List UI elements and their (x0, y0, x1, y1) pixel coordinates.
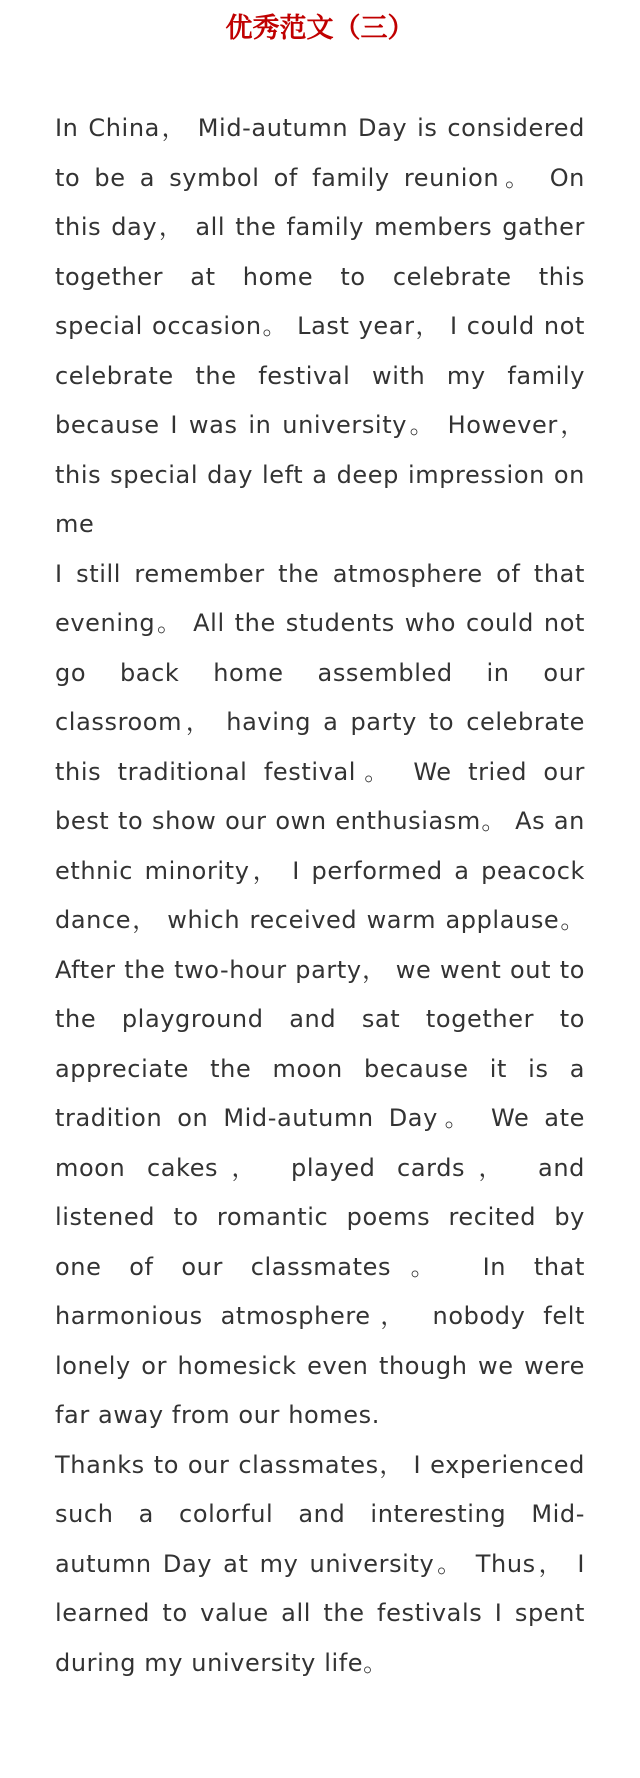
essay-paragraph-3: Thanks to our classmates， I experienced such a colorful and interesting Mid-autumn Day at my university。 Thus， I learned to value all the festivals I spent during my university life。 (55, 1450, 585, 1677)
essay-paragraph-1: In China， Mid-autumn Day is considered to be a symbol of family reunion。 On this day， all the family members gather together at home to celebrate this special occasion。 Last year， I could not celebrate the festival with my family because I was in university。 However， this special day left a deep impression on me (55, 114, 585, 538)
essay-body (55, 104, 585, 1688)
essay-paragraph-2: I still remember the atmosphere of that evening。 All the students who could not go back home assembled in our classroom， having a party to celebrate this traditional festival。 We tried our best to show our own enthusiasm。 As an ethnic minority， I performed a peacock dance， which received warm applause。 After the two-hour party， we went out to the playground and sat together to appreciate the moon because it is a tradition on Mid-autumn Day。 We ate moon cakes， played cards， and listened to romantic poems recited by one of our classmates。 In that harmonious atmosphere， nobody felt lonely or homesick even though we were far away from our homes. (55, 559, 585, 1429)
page-title: 优秀范文（三） (225, 13, 415, 44)
